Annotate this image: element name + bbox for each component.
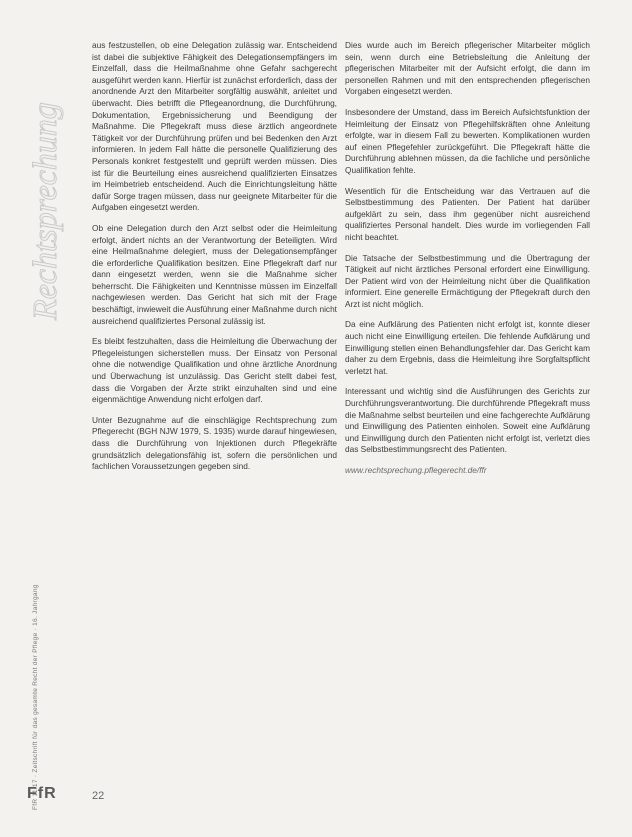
right-paragraph-3: Wesentlich für die Entscheidung war das Vertrauen auf die Selbstbestimmung des Patienten. Der Patient hat darüber aufgeklärt zu sein, dass ihm gegenüber nicht ausreichend qualifiziertes Personal handelt. Dies wurde im vorliegenden Fall nicht beachtet. [345,185,590,242]
right-paragraph-5: Da eine Aufklärung des Patienten nicht erfolgt ist, konnte dieser auch nicht eine Einwilligung erteilen. Die fehlende Aufklärung und Einwilligung stellen einen Behandlungsfehler dar. Das Gericht kam daher zu dem Ergebnis, dass die Heimleitung ihre Sorgfaltspflicht verletzt hat. [345,319,590,376]
right-column [345,40,590,486]
side-citation [32,520,52,810]
journal-logo-vertical [8,30,78,330]
publisher-logo: FfR [27,785,57,802]
left-column [92,40,337,482]
left-paragraph-2: Ob eine Delegation durch den Arzt selbst oder die Heimleitung erfolgt, ändert nichts an der Verantwortung der Beteiligten. Wird eine Heilmaßnahme delegiert, muss der Delegationsempfänger die erforderliche Qualifikation besitzen. Eine Pflegekraft darf nur dann eingesetzt werden, wenn sie die Maßnahme sicher beherrscht. Die Fähigkeiten und Kenntnisse müssen im Einzelfall nachgewiesen werden. Das Gericht hat sich mit der Frage beschäftigt, inwieweit die Ausführung einer Maßnahme durch nicht ausreichend qualifiziertes Personal zulässig ist. [92,222,337,326]
right-paragraph-6: Interessant und wichtig sind die Ausführungen des Gerichts zur Durchführungsverantwortung. Die durchführende Pflegekraft muss die Maßnahme selbst beurteilen und eine fachgerechte Aufklärung und Einwilligung des Patienten einholen. Soweit eine Aufklärung und Einwilligung durch den Patienten nicht erfolgt ist, verletzt dies das Selbstbestimmungsrecht des Patienten. [345,386,590,455]
right-paragraph-2: Insbesondere der Umstand, dass im Bereich Aufsichtsfunktion der Heimleitung der Einsatz von Pflegehilfskräften ohne Anleitung erfolgte, war in diesem Fall zu bewerten. Komplikationen wurden auf einen Pflegefehler zurückgeführt. Die Pflegekraft hätte die Durchführung ablehnen müssen, da die fachliche und persönliche Qualifikation fehlte. [345,106,590,175]
page-number: 22 [92,790,105,802]
left-paragraph-4: Unter Bezugnahme auf die einschlägige Rechtsprechung zum Pflegerecht (BGH NJW 1979, S. 1935) wurde darauf hingewiesen, dass die Durchführung von Injektionen durch Pflegekräfte grundsätzlich delegationsfähig ist, sofern die persönlichen und fachlichen Voraussetzungen gegeben sind. [92,414,337,472]
right-paragraph-1: Dies wurde auch im Bereich pflegerischer Mitarbeiter möglich sein, wenn durch eine Betriebsleitung die Anleitung der pflegerischen Mitarbeiter mit der Aufsicht erfolgt, die dann im personellen Rahmen und mit den entsprechenden pflegerischen Vorgaben eingesetzt werden. [345,40,590,97]
side-citation-text: FfR 11/17 · Zeitschrift für das gesamte Recht der Pflege · 16. Jahrgang [32,584,39,810]
journal-logo-text: Rechtsprechung [27,102,64,320]
left-paragraph-1: aus festzustellen, ob eine Delegation zulässig war. Entscheidend ist dabei die subjektive Fähigkeit des Delegationsempfängers im Einzelfall, dass die Heilmaßnahme ohne Gefahr sachgerecht ausgeführt werden kann. Hierfür ist zunächst erforderlich, dass der anordnende Arzt den Mitarbeiter sorgfältig auswählt, anleitet und überwacht. Dies betrifft die Pflegeanordnung, die Durchführung, Dokumentation, Ergebnissicherung und Beendigung der Maßnahme. Die Pflegekraft muss diese ärztlich angeordnete Tätigkeit vor der Durchführung prüfen und bei Bedenken den Arzt informieren. In jedem Fall hätte die personelle Qualifizierung des Personals konkret festgestellt und geprüft werden müssen. Dies ist für die Beurteilung eines ausreichend qualifizierten Einsatzes im Heimbetrieb entscheidend. Auch die Einrichtungsleitung hätte dafür Sorge tragen müssen, dass nur geeignete Mitarbeiter für die Aufgaben eingesetzt werden. [92,40,337,213]
right-paragraph-4: Die Tatsache der Selbstbestimmung und die Übertragung der Tätigkeit auf nicht ärztliches Personal erfordert eine Einwilligung. Der Patient wird von der Heimleitung nicht über die Qualifikation informiert. Eine generelle Ermächtigung der Pflegekraft durch den Arzt ist nicht möglich. [345,252,590,309]
left-paragraph-3: Es bleibt festzuhalten, dass die Heimleitung die Überwachung der Pflegeleistungen sicherstellen muss. Der Einsatz von Personal ohne die notwendige Qualifikation und ohne ärztliche Anordnung und Überwachung ist unzulässig. Das Gericht stellt dabei fest, dass die Vorgaben der Ärzte strikt einzuhalten sind und eine eigenmächtige Anwendung nicht erfolgen darf. [92,336,337,405]
reference-link[interactable]: www.rechtsprechung.pflegerecht.de/ffr [345,465,487,475]
journal-logo-graphic [8,30,78,330]
